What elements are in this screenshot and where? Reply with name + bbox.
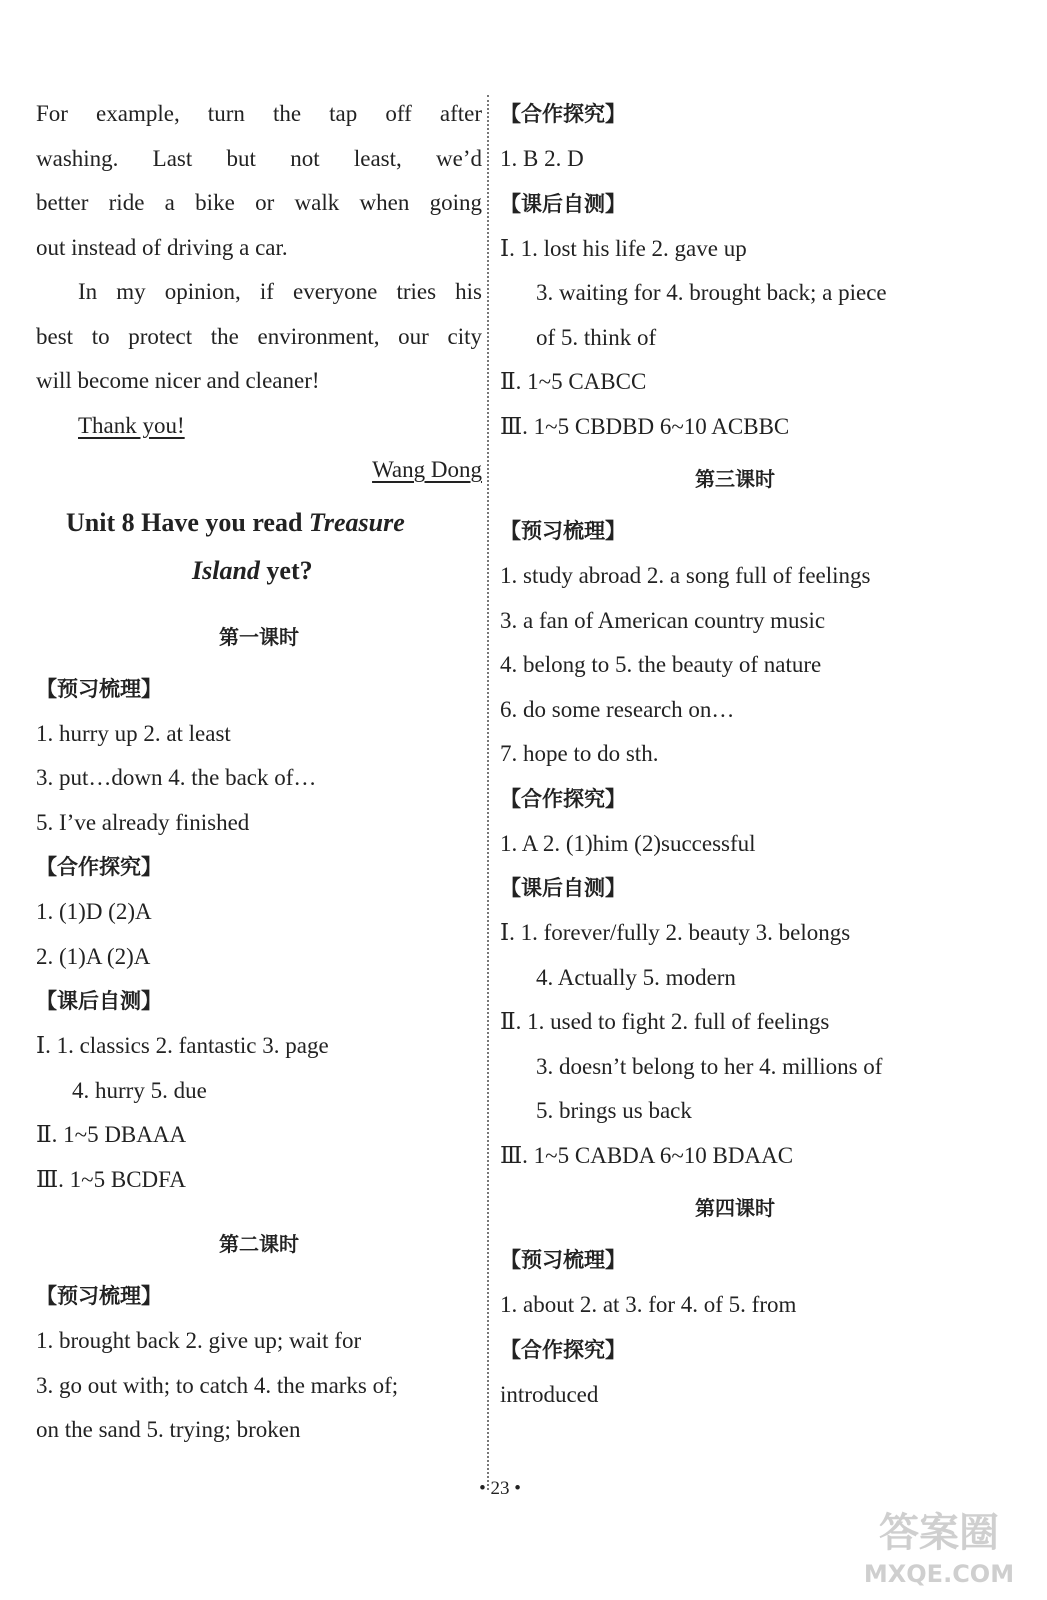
section-heading: 【合作探究】 (36, 855, 162, 879)
watermark-logo (839, 1494, 1039, 1594)
answer-line: Ⅱ. 1~5 DBAAA (36, 1122, 187, 1147)
watermark-top: 答案圈 (879, 1510, 999, 1556)
lesson-title: 第一课时 (219, 624, 299, 649)
answer-line: 1. (1)D (2)A (36, 899, 152, 924)
answer-line: 1. about 2. at 3. for 4. of 5. from (500, 1292, 797, 1317)
signature-text: Wang Dong (372, 457, 482, 482)
section-heading: 【合作探究】 (500, 1337, 626, 1362)
page-number: • 23 • (479, 1478, 521, 1499)
thanks-text: Thank you! (78, 412, 185, 438)
unit-title-line2 (36, 547, 482, 595)
section-heading: 【课后自测】 (36, 989, 162, 1013)
lesson-title: 第二课时 (219, 1232, 299, 1256)
answer-line: 1. brought back 2. give up; wait for (36, 1328, 362, 1353)
essay-line: will become nicer and cleaner! (36, 368, 320, 393)
section-heading: 【预习梳理】 (36, 676, 162, 701)
lesson-title: 第四课时 (695, 1196, 775, 1220)
section-heading: 【合作探究】 (500, 102, 626, 126)
answer-line: Ⅰ. 1. classics 2. fantastic 3. page (36, 1033, 329, 1058)
answer-line: 1. B 2. D (500, 146, 584, 171)
left-column (36, 92, 482, 1453)
answer-line: 1. A 2. (1)him (2)successful (500, 830, 756, 856)
essay-line: In my opinion, if everyone tries his (78, 279, 482, 304)
unit-title-text: Unit 8 Have you read (66, 507, 303, 537)
unit-title-text: yet? (266, 555, 313, 585)
answer-line: 3. a fan of American country music (500, 607, 826, 633)
column-divider (487, 95, 489, 1490)
answer-line: 6. do some research on… (500, 696, 735, 722)
answer-line: Ⅲ. 1~5 CABDA 6~10 BDAAC (500, 1142, 794, 1168)
essay-closing (36, 404, 482, 449)
essay-line: out instead of driving a car. (36, 234, 288, 260)
essay-signature (36, 448, 482, 493)
essay-line: For example, turn the tap off after (36, 101, 482, 126)
answer-line: on the sand 5. trying; broken (36, 1417, 301, 1442)
unit-title (36, 499, 482, 547)
answer-line: Ⅱ. 1~5 CABCC (500, 369, 647, 394)
answer-line: 4. hurry 5. due (72, 1077, 207, 1103)
essay-line: washing. Last but not least, we’d (36, 145, 482, 171)
answer-line: Ⅱ. 1. used to fight 2. full of feelings (500, 1009, 830, 1034)
answer-line: 5. brings us back (536, 1098, 692, 1123)
answer-line: Ⅰ. 1. forever/fully 2. beauty 3. belongs (500, 920, 851, 945)
answer-line: 7. hope to do sth. (500, 741, 659, 766)
answer-line: 2. (1)A (2)A (36, 943, 151, 969)
watermark-bottom: MXQE.COM (863, 1560, 1015, 1588)
essay-line: best to protect the environment, our city (36, 323, 482, 349)
answer-line: 5. I’ve already finished (36, 809, 250, 835)
essay-line: better ride a bike or walk when going (36, 190, 482, 215)
unit-title-italic: Island (192, 555, 260, 585)
unit-title-italic: Treasure (308, 507, 405, 537)
answer-line: 1. hurry up 2. at least (36, 720, 231, 746)
answer-line: Ⅲ. 1~5 BCDFA (36, 1166, 186, 1192)
answer-line: Ⅲ. 1~5 CBDBD 6~10 ACBBC (500, 413, 790, 439)
section-heading: 【预习梳理】 (500, 519, 626, 543)
answer-line: 3. waiting for 4. brought back; a piece (536, 280, 887, 305)
section-heading: 【课后自测】 (500, 191, 626, 216)
answer-line: introduced (500, 1381, 599, 1407)
answer-line: 3. doesn’t belong to her 4. millions of (536, 1053, 883, 1079)
section-heading: 【合作探究】 (500, 786, 626, 811)
answer-line: 4. Actually 5. modern (536, 964, 736, 990)
right-column (500, 92, 970, 1417)
answer-line: 1. study abroad 2. a song full of feelings (500, 563, 871, 588)
section-heading: 【课后自测】 (500, 876, 626, 900)
answer-line: 4. belong to 5. the beauty of nature (500, 652, 822, 677)
answer-line: Ⅰ. 1. lost his life 2. gave up (500, 235, 747, 261)
answer-line: 3. put…down 4. the back of… (36, 765, 317, 790)
answer-line: of 5. think of (536, 324, 657, 350)
section-heading: 【预习梳理】 (36, 1284, 162, 1308)
answer-line: 3. go out with; to catch 4. the marks of; (36, 1372, 399, 1398)
section-heading: 【预习梳理】 (500, 1248, 626, 1272)
lesson-title: 第三课时 (695, 467, 775, 491)
